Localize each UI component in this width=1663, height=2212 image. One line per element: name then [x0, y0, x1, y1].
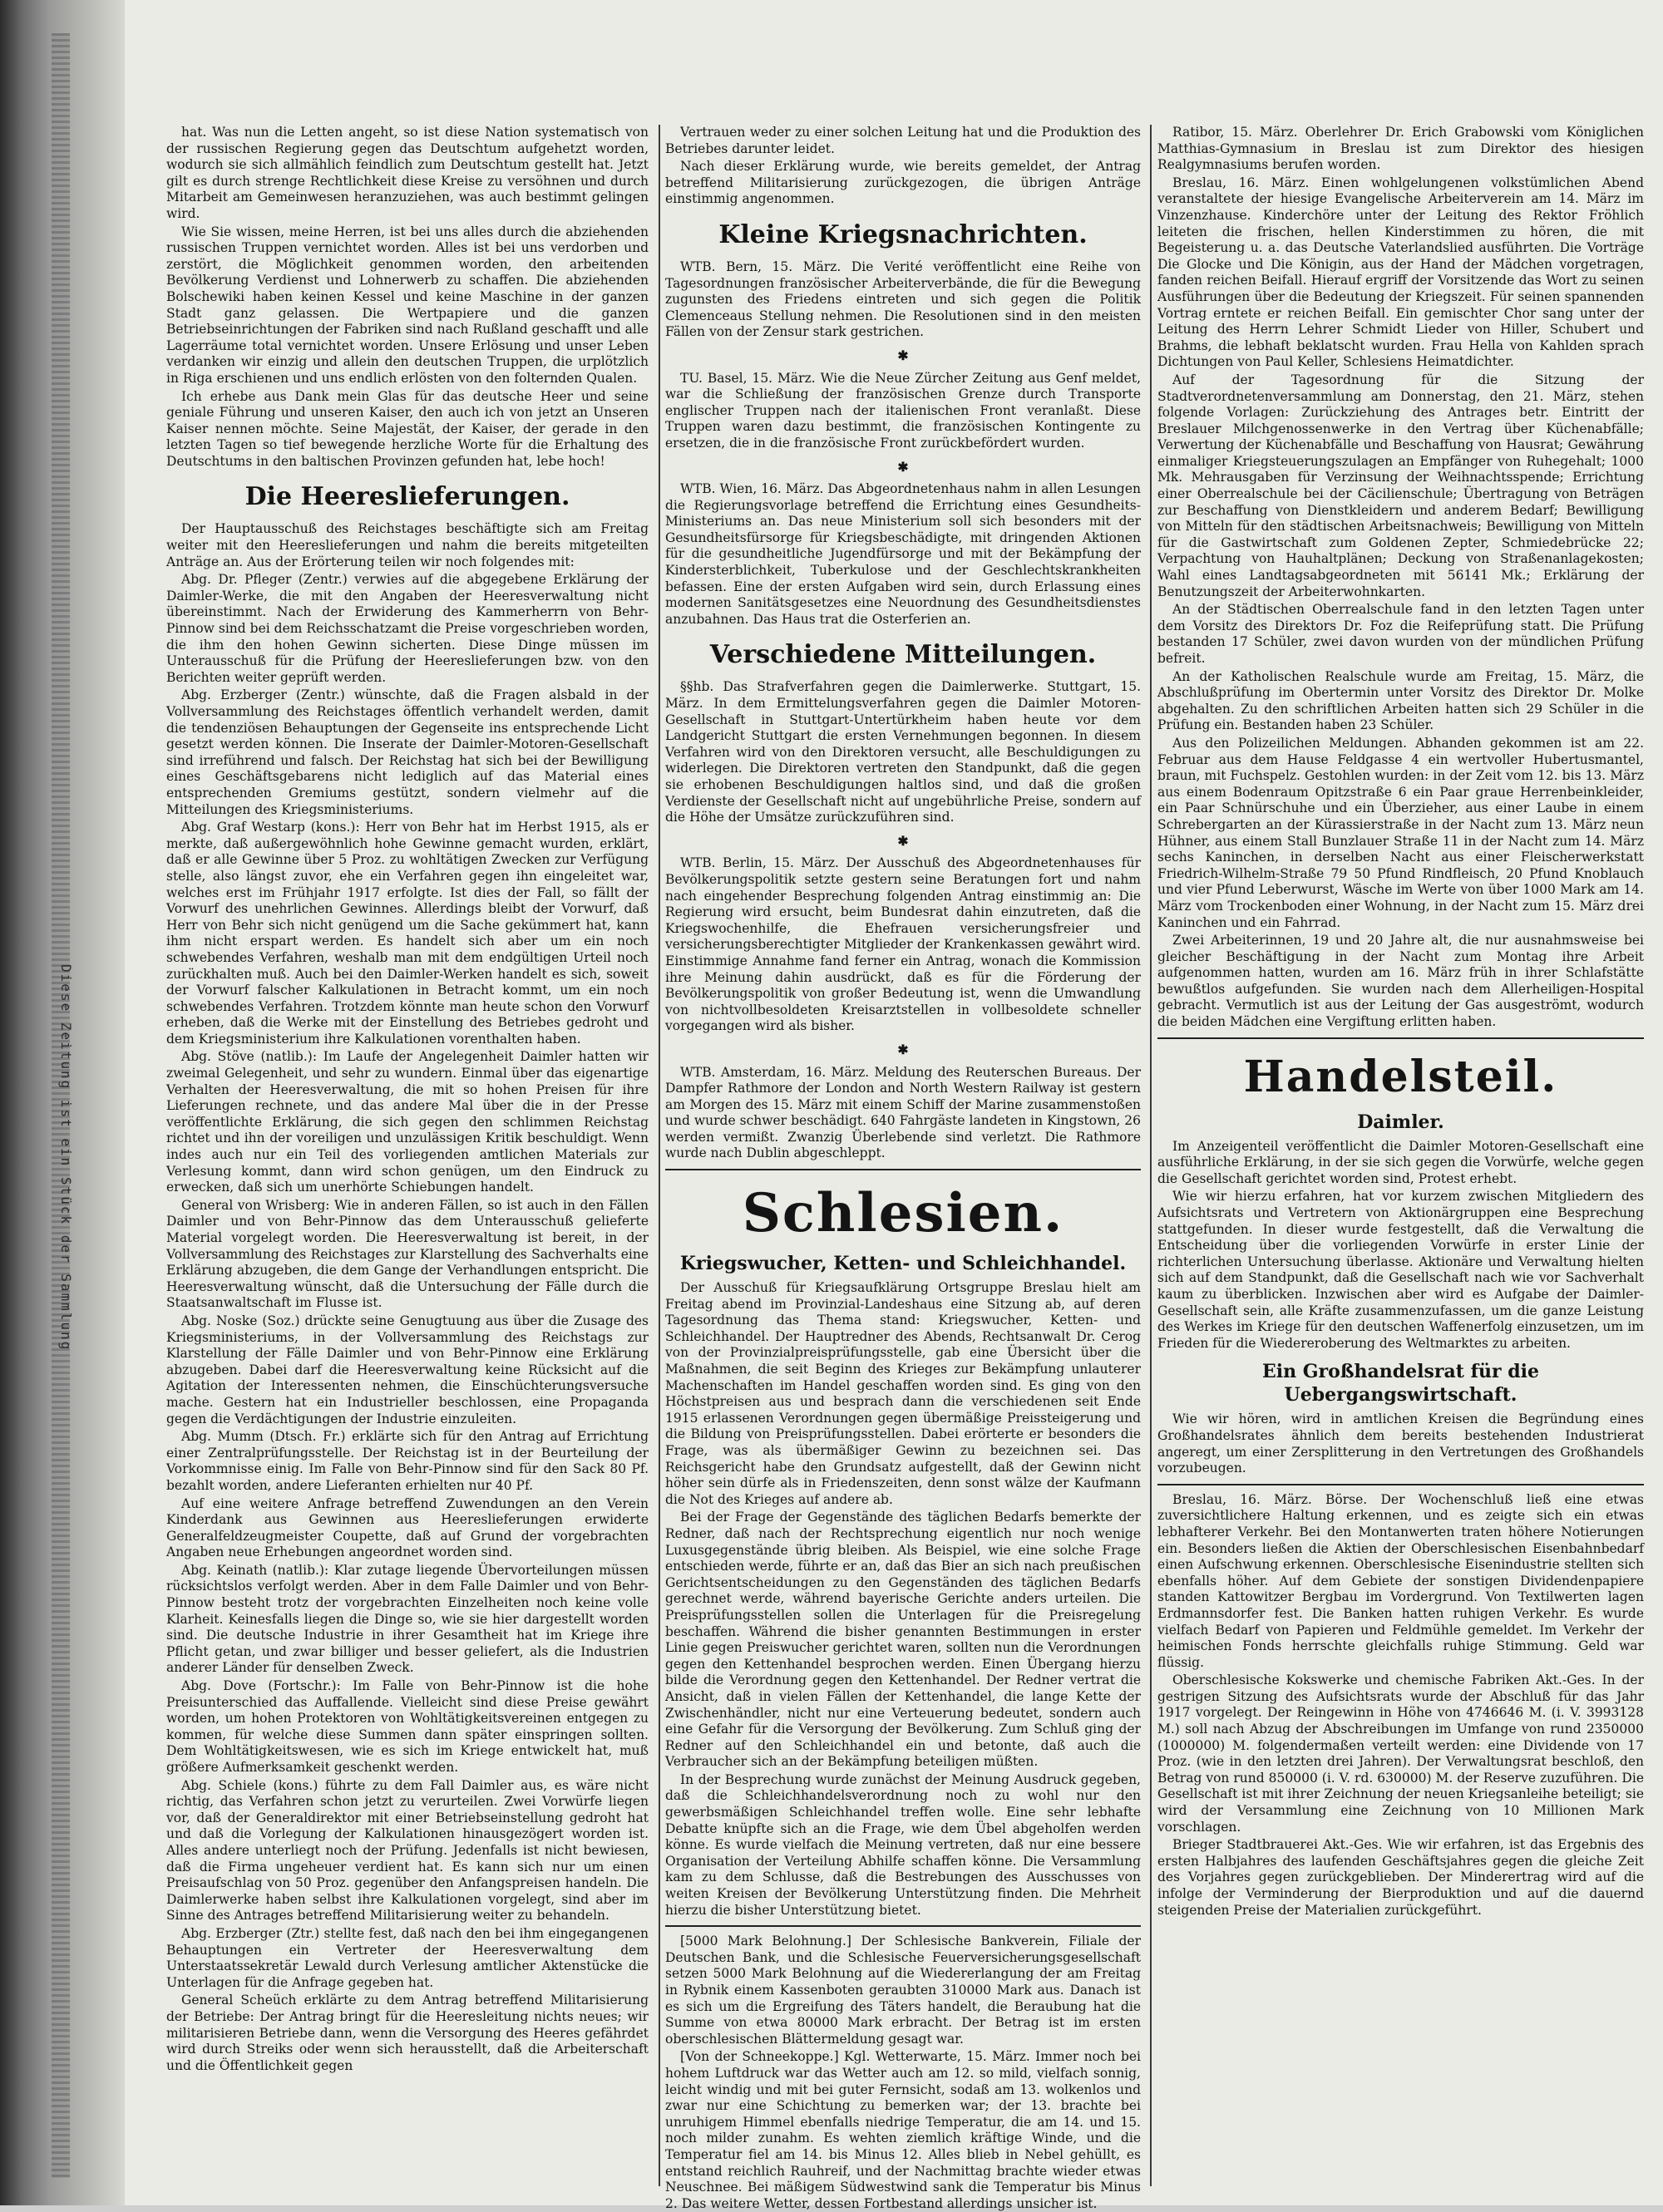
article-paragraph: WTB. Bern, 15. März. Die Verité veröffentlicht eine Reihe von Tagesordnungen französischer Arbeiterverbände, die für die Bewegung zugunsten des Friedens eintreten und sich gegen die Politik Clemenceaus Stellung nehmen. Die Resolutionen sind in den meisten Fällen von der Zensur stark gestrichen. — [665, 259, 1141, 340]
article-paragraph: Der Ausschuß für Kriegsaufklärung Ortsgruppe Breslau hielt am Freitag abend im Provinzial-Landeshaus eine Sitzung ab, auf deren Tagesordnung das Thema stand: Kriegswucher, Ketten- und Schleichhandel. Der Hauptredner des Abends, Rechtsanwalt Dr. Cerog von der Provinzialpreisprüfungsstelle, gab eine Übersicht über die Maßnahmen, die seit Beginn des Krieges zur Bekämpfung unlauterer Machenschaften im Handel geschaffen worden sind. Es ging von den Höchstpreisen aus und besprach dann die verschiedenen seit Ende 1915 erlassenen Verordnungen gegen übermäßige Preissteigerung und die Bildung von Preisprüfungsstellen. Dabei erörterte er besonders die Frage, was als übermäßiger Gewinn zu bezeichnen sei. Das Reichsgericht habe den Grundsatz aufgestellt, daß der Gewinn nicht höher sein dürfe als in Friedenszeiten, denn sonst wälze der Kaufmann die Not des Krieges auf andere ab. — [665, 1280, 1141, 1507]
section-rule — [665, 1169, 1141, 1170]
section-title-handelsteil: Handelsteil. — [1243, 1051, 1558, 1102]
article-paragraph: [Von der Schneekoppe.] Kgl. Wetterwarte, 15. März. Immer noch bei hohem Luftdruck war das Wetter auch am 12. so mild, vielfach sonnig, leicht windig und mit bei guter Fernsicht, sodaß am 13. wolkenlos und zwar nur eine Schichtung zu bemerken war; der 13. brachte bei unruhigem Himmel ebenfalls niedrige Temperatur, die am 14. und 15. noch milder zunahm. Es wehten ziemlich kräftige Winde, und die Temperatur fiel am 14. bis Minus 12. Alles blieb in Nebel gehüllt, es entstand reichlich Rauhreif, und der Nachmittag brachte wieder etwas Neuschnee. Bei mäßigem Südwestwind sank die Temperatur bis Minus 2. Das weitere Wetter, dessen Fortbestand allerdings unsicher ist. — [665, 2049, 1141, 2211]
article-paragraph: WTB. Berlin, 15. März. Der Ausschuß des Abgeordnetenhauses für Bevölkerungspolitik setzte gestern seine Beratungen fort und nahm nach eingehender Besprechung folgenden Antrag einstimmig an: Die Regierung wird ersucht, beim Bundesrat dahin einzutreten, daß die Kriegswochenhilfe, die Ehefrauen versicherungsfreier und versicherungsberechtigter Mitglieder der Krankenkassen gewährt wird. Einstimmige Annahme fand ferner ein Antrag, wonach die Kommission ihre Meinung dahin ausdrückt, daß es für die Förderung der Bevölkerungspolitik von großer Bedeutung ist, wenn die Umwandlung von nichtvollbesoldeten Kreisarztstellen in vollbesoldete schneller vorgegangen wird als bisher. — [665, 855, 1141, 1034]
article-paragraph: TU. Basel, 15. März. Wie die Neue Zürcher Zeitung aus Genf meldet, war die Schließung der französischen Grenze durch Transporte englischer Truppen nach der italienischen Front veranlaßt. Diese Truppen waren dazu bestimmt, die französischen Kontingente zu ersetzen, die in die französische Front zurückbefördert wurden. — [665, 370, 1141, 451]
article-paragraph: Ich erhebe aus Dank mein Glas für das deutsche Heer und seine geniale Führung und unseren Kaiser, den auch ich von jetzt an Unseren Kaiser nennen möchte. Seine Majestät, der Kaiser, der gerade in den letzten Tagen so tief bewegende herzliche Worte für die Erhaltung des Deutschtums in den baltischen Provinzen gefunden hat, lebe hoch! — [166, 388, 649, 469]
article-paragraph: An der Städtischen Oberrealschule fand in den letzten Tagen unter dem Vorsitz des Direktors Dr. Foz die Reifeprüfung statt. Die Prüfung bestanden 17 Schüler, zwei davon wurden von der mündlichen Prüfung befreit. — [1157, 602, 1644, 666]
headline-verschiedene-mitteilungen: Verschiedene Mitteilungen. — [709, 640, 1097, 670]
separator-star: ✱ — [897, 1041, 909, 1057]
article-paragraph: General von Wrisberg: Wie in anderen Fällen, so ist auch in den Fällen Daimler und von Behr-Pinnow das dem Unterausschuß gelieferte Material vorgelegt worden. Die Heeresverwaltung ist bereit, in der Vollversammlung des Reichstages zur Klarstellung des Sachverhalts eine Erklärung abzugeben, die dem Gange der Verhandlungen entspricht. Die Heeresverwaltung wünscht, daß die Untersuchung der Fälle durch die Staatsanwaltschaft im Flusse ist. — [166, 1197, 649, 1311]
article-paragraph: Aus den Polizeilichen Meldungen. Abhanden gekommen ist am 22. Februar aus dem Hause Feldgasse 4 ein wertvoller Hubertusmantel, braun, mit Fuchspelz. Gestohlen wurden: in der Zeit vom 12. bis 13. März aus einem Bodenraum Opitzstraße 6 ein Paar graue Herrenbeinkleider, ein Paar Schnürschuhe und ein Überzieher, aus einer Laube in einem Schrebergarten an der Kürassierstraße in der Nacht zum 13. März neun Hühner, aus einem Stall Bunzlauer Straße 11 in der Nacht zum 14. März sechs Kaninchen, in derselben Nacht aus einer Fleischerwerkstatt Friedrich-Wilhelm-Straße 79 50 Pfund Rindfleisch, 20 Pfund Knoblauch und vier Pfund Leberwurst, Wäsche im Werte von über 1000 Mark am 14. März vom Trockenboden einer Wohnung, in der Nacht zum 15. März drei Kaninchen und ein Fahrrad. — [1157, 735, 1644, 930]
article-paragraph: In der Besprechung wurde zunächst der Meinung Ausdruck gegeben, daß die Schleichhandelsverordnung noch zu wohl nur den gewerbsmäßigen Schleichhandel treffen wolle. Eine sehr lebhafte Debatte knüpfte sich an die Frage, wie dem Übel abgeholfen werden könne. Es wurde vielfach die Meinung vertreten, daß nur eine bessere Organisation der Verteilung Abhilfe schaffen könne. Die Versammlung kam zu dem Schlusse, daß die Bestrebungen des Ausschusses von weiten Kreisen der Bevölkerung Unterstützung finden. Die Mehrheit hierzu die bisher Unterstützung bietet. — [665, 1771, 1141, 1918]
article-paragraph: Abg. Graf Westarp (kons.): Herr von Behr hat im Herbst 1915, als er merkte, daß außergewöhnlich hohe Gewinne gemacht wurden, erklärt, daß er alle Gewinne über 5 Proz. zu wohltätigen Zwecken zur Verfügung stelle, also längst zuvor, ehe ein Verfahren gegen ihn eingeleitet war, welches erst im Frühjahr 1917 erfolgte. Ist dies der Fall, so fällt der Vorwurf des unehrlichen Gewinnes. Allerdings bleibt der Vorwurf, daß Herr von Behr sich nicht genügend um die Sache gekümmert hat, kann ihm nicht erspart werden. Es handelt sich aber um ein noch schwebendes Verfahren, weshalb man mit dem endgültigen Urteil noch zurückhalten muß. Auch bei den Daimler-Werken handelt es sich, soweit der Vorwurf falscher Kalkulationen in Betracht kommt, um ein noch schwebendes Verfahren. Trotzdem könnte man heute schon den Vorwurf erheben, daß die Werke mit der Einstellung des Betriebes gedroht und dem Kriegsministerium ihre Kalkulationen vorenthalten haben. — [166, 820, 649, 1047]
headline-kleine-kriegsnachrichten: Kleine Kriegsnachrichten. — [718, 219, 1088, 249]
section-rule — [665, 1925, 1141, 1927]
article-paragraph: Abg. Mumm (Dtsch. Fr.) erklärte sich für den Antrag auf Errichtung einer Zentralprüfungsstelle. Der Reichstag ist in der Beurteilung der Vorkommnisse einig. Im Falle von Behr-Pinnow sind für den Sack 80 Pf. bezahlt worden, andere Lieferanten erhielten nur 40 Pf. — [166, 1429, 649, 1493]
headline-kriegswucher: Kriegswucher, Ketten- und Schleichhandel. — [679, 1253, 1127, 1275]
section-title-schlesien: Schlesien. — [742, 1182, 1064, 1245]
article-paragraph: Breslau, 16. März. Börse. Der Wochenschluß ließ eine etwas zuversichtlichere Haltung erkennen, und es zeigte sich ein etwas lebhafterer Verkehr. Bei den Montanwerten traten höhere Notierungen ein. Besonders ließen die Aktien der Oberschlesischen Eisenbahnbedarf einen Aufschwung erkennen. Oberschlesische Eisenindustrie stellten sich ebenfalls höher. Auf dem Gebiete der sonstigen Dividendenpapiere standen Kattowitzer Bergbau im Vordergrund. Von Textilwerten lagen Erdmannsdorfer fest. Die Banken hatten ruhigen Verkehr. Es wurde vielfach Bedarf von Papieren und Feldmühle gemeldet. Im Verkehr der heimischen Fonds herrschte gleichfalls ruhige Stimmung. Geld war flüssig. — [1157, 1491, 1644, 1670]
article-paragraph: Breslau, 16. März. Einen wohlgelungenen volkstümlichen Abend veranstaltete der hiesige Evangelische Arbeiterverein am 14. März im Vinzenzhause. Kinderchöre unter der Leitung des Rektor Fröhlich leiteten die frischen, hellen Kinderstimmen zu hören, die mit Begeisterung u. a. das Deutsche Vaterlandslied ausführten. Die Vorträge Die Glocke und Die Königin, aus der Hand der Mädchen vorgetragen, fanden reichen Beifall. Hierauf ergriff der Vorsitzende das Wort zu seinen Ausführungen über die Bedeutung der Kriegszeit. Für seinen spannenden Vortrag erntete er reichen Beifall. Ein gemischter Chor sang unter der Leitung des Herrn Lehrer Schmidt Lieder von Hiller, Schubert und Brahms, die lebhaft beklatscht wurden. Frau Hella von Kahlden sprach Dichtungen von Paul Keller, Schlesiens Heimatdichter. — [1157, 175, 1644, 370]
article-paragraph: Abg. Stöve (natlib.): Im Laufe der Angelegenheit Daimler hatten wir zweimal Gelegenheit, und sehr zu wundern. Einmal über das eigenartige Verhalten der Heeresverwaltung, die mit so hohen Preisen für ihre Lieferungen rechnete, und das andere Mal über die in der Presse veröffentlichte Erklärung, die sich gegen den schlimmen Reichstag richtet und ihn der voreiligen und unzulässigen Kritik beschuldigt. Wenn indes auch nur ein Teil des vorliegenden amtlichen Materials zur Verlesung kommt, dann wird schon genügen, um den Eindruck zu erwecken, daß sich um unerhörte Schiebungen handelt. — [166, 1049, 649, 1195]
article-paragraph: Wie Sie wissen, meine Herren, ist bei uns alles durch die abziehenden russischen Truppen vernichtet worden. Alles ist bei uns verdorben und zerstört, die Möglichkeit genommen worden, den arbeitenden Bevölkerung Verdienst und Lohnerwerb zu schaffen. Die abziehenden Bolschewiki haben keinen Kessel und keine Maschine in der ganzen Stadt ganz gelassen. Die Wertpapiere und die ganzen Betriebseinrichtungen der Fabriken sind nach Rußland geschafft und alle Lagerräume total vernichtet worden. Unsere Erlösung und unser Leben verdanken wir einzig und allein den deutschen Truppen, die urplötzlich in Riga erschienen und uns endlich erlösten von den folternden Qualen. — [166, 224, 649, 386]
article-paragraph: §§hb. Das Strafverfahren gegen die Daimlerwerke. Stuttgart, 15. März. In dem Ermittelungsverfahren gegen die Daimler Motoren-Gesellschaft in Stuttgart-Untertürkheim haben heute vor dem Landgericht Stuttgart die ersten Vernehmungen begonnen. In diesem Verfahren wird von den Direktoren versucht, alle Beschuldigungen zu widerlegen. Die Direktoren vertreten den Standpunkt, daß die gegen sie erhobenen Beschuldigungen haltlos sind, und daß die großen Verdienste der Gesellschaft nicht auf ungebührliche Preise, sondern auf die Höhe der Umsätze zurückzuführen sind. — [665, 679, 1141, 825]
gutter-text: Diese Zeitung ist ein Stück der Sammlung — [58, 964, 74, 1352]
column-divider — [1150, 125, 1152, 2186]
column-2 — [665, 125, 1141, 2211]
article-paragraph: An der Katholischen Realschule wurde am Freitag, 15. März, die Abschlußprüfung im Obertermin unter Vorsitz des Direktor Dr. Molke abgehalten. Zu den schriftlichen Arbeiten hatten sich 29 Schüler in die Prüfung ein. Bestanden haben 23 Schüler. — [1157, 668, 1644, 733]
separator-star: ✱ — [897, 347, 909, 363]
separator-star: ✱ — [897, 458, 909, 475]
separator-star: ✱ — [897, 832, 909, 849]
headline-daimler: Daimler. — [1357, 1111, 1444, 1133]
article-paragraph: WTB. Wien, 16. März. Das Abgeordnetenhaus nahm in allen Lesungen die Regierungsvorlage betreffend die Errichtung eines Gesundheits-Ministeriums an. Das neue Ministerium soll sich besonders mit der Gesundheitsfürsorge für Kriegsbeschädigte, mit dringenden Aktionen für die gesundheitliche Jugendfürsorge und mit der Bekämpfung der Kindersterblichkeit, Tuberkulose und der Geschlechtskrankheiten befassen. Eine der ersten Aufgaben wird sein, durch Erlassung eines modernen Sanitätsgesetzes eine Neuordnung des Gesundheitsdienstes anzubahnen. Das Haus trat die Osterferien an. — [665, 481, 1141, 627]
article-paragraph: hat. Was nun die Letten angeht, so ist diese Nation systematisch von der russischen Regierung gegen das Deutschtum aufgehetzt worden, wodurch sie sich allmählich feindlich zum Deutschtum gestellt hat. Jetzt gilt es durch strenge Rechtlichkeit diese Kreise zu versöhnen und durch Mitarbeit am Gemeinwesen heranzuziehen, was auch bestimmt gelingen wird. — [166, 125, 649, 221]
article-paragraph: Nach dieser Erklärung wurde, wie bereits gemeldet, der Antrag betreffend Militarisierung zurückgezogen, die übrigen Anträge einstimmig angenommen. — [665, 159, 1141, 207]
article-paragraph: Abg. Dove (Fortschr.): Im Falle von Behr-Pinnow ist die hohe Preisunterschied das Auffallende. Vielleicht sind diese Preise gewährt worden, um hohen Protektoren von Wohltätigkeitsvereinen entgegen zu kommen, für welche diese Summen dann später einspringen sollten. Dem Wohltätigkeitswesen, wie es sich im Kriege entwickelt hat, muß größere Aufmerksamkeit geschenkt werden. — [166, 1678, 649, 1775]
article-paragraph: Vertrauen weder zu einer solchen Leitung hat und die Produktion des Betriebes darunter leidet. — [665, 125, 1141, 156]
column-divider — [659, 125, 660, 2186]
article-paragraph: Auf der Tagesordnung für die Sitzung der Stadtverordnetenversammlung am Donnerstag, den 21. März, stehen folgende Vorlagen: Zurückziehung des Antrages betr. Eintritt der Breslauer Milchgenossenwerke in den Vertrag über Küchenabfälle; Verwertung der Küchenabfälle und Beschaffung von Hausrat; Gewährung einmaliger Kriegsteuerungszulagen an Empfänger von Ruhegehalt; 1000 Mk. Mehrausgaben für Verzinsung der Weihnachtsspende; Errichtung einer Oberrealschule bei der Cäcilienschule; Übertragung von Beträgen zur Beschaffung von Dienstkleidern und anderem Bedarf; Bewilligung von Mitteln für den städtischen Arbeitsnachweis; Bewilligung von Mitteln für die Gastwirtschaft zum Goldenen Zepter, Schmiedebrücke 22; Verpachtung von Hauhaltplänen; Deckung von Straßenanlagekosten; Wahl eines Landtagsabgeordneten mit 56141 Mk.; Erklärung der Benutzungszeit der Arbeiterwohnkarten. — [1157, 372, 1644, 599]
headline-heereslieferungen: Die Heereslieferungen. — [244, 482, 570, 512]
article-paragraph: [5000 Mark Belohnung.] Der Schlesische Bankverein, Filiale der Deutschen Bank, und die Schlesische Feuerversicherungsgesellschaft setzen 5000 Mark Belohnung auf die Wiedererlangung der am Freitag in Rybnik einem Kassenboten geraubten 310000 Mark aus. Danach ist es sich um die Ergreifung des Täters handelt, die Beraubung hat die Summe von etwa 80000 Mark erbracht. Der Betrag ist im ersten oberschlesischen Blättermeldung gesagt war. — [665, 1934, 1141, 2047]
article-paragraph: Der Hauptausschuß des Reichstages beschäftigte sich am Freitag weiter mit den Heereslieferungen und nahm die bereits mitgeteilten Anträge an. Aus der Erörterung teilen wir noch folgendes mit: — [166, 521, 649, 569]
article-paragraph: Abg. Erzberger (Zentr.) wünschte, daß die Fragen alsbald in der Vollversammlung des Reichstages öffentlich verhandelt werden, damit die tendenziösen Behauptungen der Gegenseite ins entsprechende Licht gesetzt werden können. Die Inserate der Daimler-Motoren-Gesellschaft sind irreführend und falsch. Der Reichstag hat sich bei der Bewilligung eines Geschäftsgebarens nicht lediglich auf das Material eines entsprechenden Gremiums gestützt, sondern vielmehr auf die Mitteilungen des Kriegsministeriums. — [166, 687, 649, 817]
column-3 — [1157, 125, 1644, 2186]
article-paragraph: Brieger Stadtbrauerei Akt.-Ges. Wie wir erfahren, ist das Ergebnis des ersten Halbjahres des laufenden Geschäftsjahres gegen die gleiche Zeit des Vorjahres gegen zurückgeblieben. Der Minderertrag wird auf die infolge der Verminderung der Bierproduktion und auf die dauernd steigenden Preise der Materialien zurückgeführt. — [1157, 1837, 1644, 1918]
article-paragraph: Abg. Erzberger (Ztr.) stellte fest, daß nach den bei ihm eingegangenen Behauptungen ein Vertreter der Heeresverwaltung dem Unterstaatssekretär Lewald durch Verlesung amtlicher Aktenstücke die Unterlagen für die Anfrage gegeben hat. — [166, 1925, 649, 1990]
article-paragraph: Bei der Frage der Gegenstände des täglichen Bedarfs bemerkte der Redner, daß nach der Rechtsprechung eigentlich nur noch wenige Luxusgegenstände übrig bleiben. Als Beispiel, wie eine solche Frage entschieden werde, führte er an, daß das Bier an sich nach preußischen Gerichtsentscheidungen zu den Gegenständen des täglichen Bedarfs gerechnet werde, während bayerische Gerichte anders urteilen. Die Preisprüfungsstellen sollen die Unterlagen für die Preisregelung beschaffen. Während die bisher genannten Bestimmungen in erster Linie gegen Preiswucher gerichtet waren, sollten nun die Verordnungen gegen den Kettenhandel besprochen werden. Einen Übergang hierzu bilde die Verordnung gegen den Kettenhandel. Der Redner vertrat die Ansicht, daß in vielen Fällen der Kettenhandel, die lange Kette der Zwischenhändler, nicht nur eine Verteuerung bedeutet, sondern auch eine Gefahr für die Versorgung der Bevölkerung. Zum Schluß ging der Redner auf den Schleichhandel ein und betonte, daß auch die Verbraucher sich an der Bekämpfung beteiligen müßten. — [665, 1510, 1141, 1770]
article-paragraph: WTB. Amsterdam, 16. März. Meldung des Reuterschen Bureaus. Der Dampfer Rathmore der London and North Western Railway ist gestern am Morgen des 15. März mit einem Schiff der Marine zusammenstoßen und wurde schwer beschädigt. 640 Fahrgäste landeten in Kingstown, 26 werden vermißt. Zwanzig Überlebende sind verletzt. Die Rathmore wurde nach Dublin abgeschleppt. — [665, 1064, 1141, 1161]
article-paragraph: Wie wir hören, wird in amtlichen Kreisen die Begründung eines Großhandelsrates ähnlich dem bereits bestehenden Industrierat angeregt, um einer Zersplitterung in den Vertretungen des Großhandels vorzubeugen. — [1157, 1411, 1644, 1476]
article-paragraph: Abg. Keinath (natlib.): Klar zutage liegende Übervorteilungen müssen rücksichtslos verfolgt werden. Aber in dem Falle Daimler und von Behr-Pinnow besteht trotz der vorgebrachten Einzelheiten noch keine volle Klarheit. Keinesfalls liegen die Dinge so, wie sie hier dargestellt worden sind. Die deutsche Industrie in ihrer Gesamtheit hat im Kriege ihre Pflicht getan, und zwar billiger und besser geliefert, als die Industrien anderer Länder für denselben Zweck. — [166, 1562, 649, 1676]
article-paragraph: Ratibor, 15. März. Oberlehrer Dr. Erich Grabowski vom Königlichen Matthias-Gymnasium in Breslau ist zum Direktor des hiesigen Realgymnasiums berufen worden. — [1157, 125, 1644, 173]
article-paragraph: Abg. Noske (Soz.) drückte seine Genugtuung aus über die Zusage des Kriegsministeriums, in der Vollversammlung des Reichstags zur Klarstellung der Fälle Daimler und von Behr-Pinnow eine Erklärung abzugeben. Dabei darf die Heeresverwaltung keine Rücksicht auf die Agitation der Interessenten nehmen, die Einschüchterungsversuche mache. Gestern hat ein Industrieller beschlossen, eine Propaganda gegen die Verdächtigungen der Industrie einzuleiten. — [166, 1313, 649, 1426]
article-paragraph: Abg. Dr. Pfleger (Zentr.) verwies auf die abgegebene Erklärung der Daimler-Werke, die mit den Angaben der Heeresverwaltung nicht übereinstimmt. Nach der Erwiderung des Kammerherrn von Behr-Pinnow sind bei dem Reichsschatzamt die Preise vorgeschrieben worden, die ihm den hohen Gewinn sicherten. Diese Dinge müssen im Unterausschuß für die Prüfung der Heereslieferungen bzw. von den Berichten weiter geprüft werden. — [166, 572, 649, 685]
article-paragraph: Wie wir hierzu erfahren, hat vor kurzem zwischen Mitgliedern des Aufsichtsrats und Vertretern von Aktionärgruppen eine Besprechung stattgefunden. In dieser wurde festgestellt, daß die Verwaltung die Entscheidung über die vorliegenden Vorwürfe in erster Linie der richterlichen Untersuchung überlasse. Aktionäre und Verwaltung hielten sich auf dem Standpunkt, daß die Gesellschaft nach wie vor Sachverhalt kaum zu überblicken. Inzwischen aber wird es Aufgabe der Daimler-Gesellschaft sein, alle Kräfte zusammenzufassen, um die ganze Leistung des Werkes im Kriege für den deutschen Waffenerfolg einzusetzen, um im Frieden für die Wiedereroberung des Weltmarktes zu arbeiten. — [1157, 1189, 1644, 1351]
article-paragraph: Im Anzeigenteil veröffentlicht die Daimler Motoren-Gesellschaft eine ausführliche Erklärung, in der sie sich gegen die Vorwürfe, welche gegen die Gesellschaft gerichtet worden sind, Protest erhebt. — [1157, 1138, 1644, 1186]
section-rule — [1157, 1484, 1644, 1485]
article-paragraph: Auf eine weitere Anfrage betreffend Zuwendungen an den Verein Kinderdank aus Gewinnen aus Heereslieferungen erwiderte Generalfeldzeugmeister Coupette, daß auf Grund der vorgebrachten Angaben neue Erhebungen angeordnet worden sind. — [166, 1495, 649, 1560]
article-paragraph: General Scheüch erklärte zu dem Antrag betreffend Militarisierung der Betriebe: Der Antrag bringt für die Heeresleitung nichts neues; wir militarisieren Betriebe dann, wenn die Versorgung des Heeres gefährdet wird durch Streiks oder wenn sich herausstellt, daß die Arbeiterschaft und die Öffentlichkeit gegen — [166, 1993, 649, 2073]
article-paragraph: Oberschlesische Kokswerke und chemische Fabriken Akt.-Ges. In der gestrigen Sitzung des Aufsichtsrats wurde der Abschluß für das Jahr 1917 vorgelegt. Der Reingewinn in Höhe von 4746646 M. (i. V. 3993128 M.) soll nach Abzug der Abschreibungen im Umfange von rund 2350000 (1000000) M. folgendermaßen verteilt werden: eine Dividende von 17 Proz. (wie in den letzten drei Jahren). Der Verwaltungsrat beschloß, den Betrag von rund 850000 (i. V. rd. 630000) M. der Reserve zuzuführen. Die Gesellschaft ist mit ihrer Zeichnung der neuen Kriegsanleihe beteiligt; sie wird der Versammlung eine Zeichnung von 10 Millionen Mark vorschlagen. — [1157, 1673, 1644, 1835]
article-paragraph: Zwei Arbeiterinnen, 19 und 20 Jahre alt, die nur ausnahmsweise bei gleicher Beschäftigung in der Nacht zum Montag ihre Arbeit aufgenommen hatten, wurden am 16. März früh in ihrer Schlafstätte bewußtlos aufgefunden. Sie wurden nach dem Allerheiligen-Hospital gebracht. Vermutlich ist aus der Leitung der Gas ausgeströmt, wodurch die beiden Mädchen eine Vergiftung erlitten haben. — [1157, 933, 1644, 1030]
headline-grosshandelsrat: Ein Großhandelsrat für die Uebergangswirtschaft. — [1261, 1361, 1540, 1407]
section-rule — [1157, 1037, 1644, 1039]
article-paragraph: Abg. Schiele (kons.) führte zu dem Fall Daimler aus, es wäre nicht richtig, das Verfahren schon jetzt zu verurteilen. Zwei Vorwürfe liegen vor, daß der Generaldirektor mit einer Betriebseinstellung gedroht hat und daß die Vorlegung der Kalkulationen hinausgezögert worden ist. Alles andere unterliegt noch der Prüfung. Jedenfalls ist nicht bewiesen, daß die Firma ungeheuer verdient hat. Es kann sich nur um einen Preisaufschlag von 50 Proz. gegenüber den Anfangspreisen handeln. Die Daimlerwerke haben selbst ihre Kalkulationen vorgelegt, sind aber im Sinne des Antrages betreffend Militarisierung weiter zu behandeln. — [166, 1777, 649, 1924]
column-1 — [166, 125, 649, 2186]
